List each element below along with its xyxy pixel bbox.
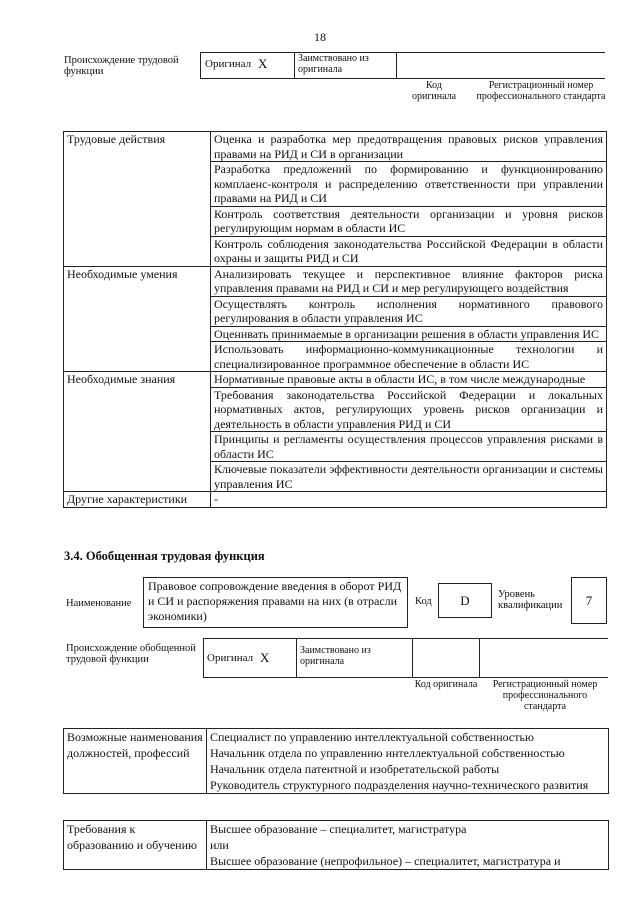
row-item-text: Анализировать текущее и перспективное влияние факторов риска управления правами на РИД и СИ и мер регулирующего воздействия [211, 266, 607, 296]
education-label: Требования к образованию и обучению [64, 821, 207, 870]
labor-function-table [63, 131, 607, 508]
origin-mark: X [258, 56, 268, 71]
origin-code-label: Код оригинала [411, 80, 457, 102]
code-label: Код [415, 596, 432, 607]
table-row [64, 372, 607, 388]
positions-label: Возможные наименования должностей, профессий [64, 729, 207, 794]
row-group-label: Трудовые действия [64, 132, 211, 267]
row-item-text: Контроль соблюдения законодательства Российской Федерации в области охраны и защиты РИД и СИ [211, 236, 607, 266]
row-item-text: Контроль соответствия деятельности организации и уровня рисков регулирующим нормам в области ИС [211, 206, 607, 236]
row-item-text: Использовать информационно-коммуникационные технологии и специализированное программное обеспечение в области ИС [211, 342, 607, 372]
position-item: Начальник отдела по управлению интеллектуальной собственностью [210, 746, 565, 760]
name-label: Наименование [66, 598, 132, 609]
row-group-label: Необходимые знания [64, 372, 211, 492]
row-item-text: Оценка и разработка мер предотвращения правовых рисков управления правами на РИД и СИ в организации [211, 132, 607, 162]
row-item-text: Нормативные правовые акты в области ИС, в том числе международные [211, 372, 607, 388]
row-item-text: Ключевые показатели эффективности деятельности организации и системы управления ИС [211, 462, 607, 492]
section-title: 3.4. Обобщенная трудовая функция [64, 549, 265, 563]
gen-origin-code-label: Код оригинала [414, 679, 478, 690]
code-value: D [438, 583, 492, 618]
row-item-text: Разработка предложений по формированию и функционированию комплаенс-контроля и распределению ответственности при управлении правами на РИД и СИ [211, 162, 607, 207]
row-group-label: Другие характеристики [64, 492, 211, 508]
table-row [64, 266, 607, 296]
education-line: или [210, 838, 229, 852]
positions-list [207, 729, 609, 794]
row-group-label: Необходимые умения [64, 266, 211, 372]
name-value: Правовое сопровождение введения в оборот РИД и СИ и распоряжения правами на них (в отрасли экономики) [143, 577, 408, 628]
page-number: 18 [314, 30, 326, 44]
row-item-text: Принципы и регламенты осуществления процессов управления рисками в области ИС [211, 432, 607, 462]
education-list [207, 821, 609, 870]
origin-borrowed-label: Заимствовано из оригинала [298, 53, 369, 75]
education-line: Высшее образование – специалитет, магистратура [210, 822, 467, 836]
origin-label: Происхождение трудовой функции [64, 55, 179, 77]
row-item-text: Требования законодательства Российской Федерации и локальных нормативных актов, регулирующих уровень рисков организации и деятельность в области управления РИД и СИ [211, 387, 607, 432]
gen-origin-borrowed-label: Заимствовано из оригинала [300, 645, 371, 667]
gen-origin-label: Происхождение обобщенной трудовой функции [66, 643, 196, 665]
table-row [64, 492, 607, 508]
level-label: Уровень квалификации [498, 589, 563, 611]
gen-origin-reg-label: Регистрационный номер профессионального стандарта [492, 679, 598, 712]
position-item: Руководитель структурного подразделения научно-технического развития [210, 778, 589, 792]
row-item-text: Осуществлять контроль исполнения нормативного правового регулирования в области управления ИС [211, 296, 607, 326]
gen-origin-mark: X [260, 650, 270, 665]
row-item-text: Оценивать принимаемые в организации решения в области управления ИС [211, 326, 607, 342]
position-item: Специалист по управлению интеллектуальной собственностью [210, 730, 534, 744]
education-line: Высшее образование (непрофильное) – специалитет, магистратура и [210, 854, 561, 868]
level-value: 7 [571, 577, 607, 624]
origin-reg-label: Регистрационный номер профессионального стандарта [476, 80, 606, 102]
positions-table [63, 728, 609, 794]
position-item: Начальник отдела патентной и изобретательской работы [210, 762, 500, 776]
gen-origin-original-label: Оригинал [207, 652, 254, 664]
table-row [64, 132, 607, 162]
origin-original-label: Оригинал [205, 58, 252, 70]
education-table [63, 820, 609, 870]
row-item-text: - [211, 492, 607, 508]
